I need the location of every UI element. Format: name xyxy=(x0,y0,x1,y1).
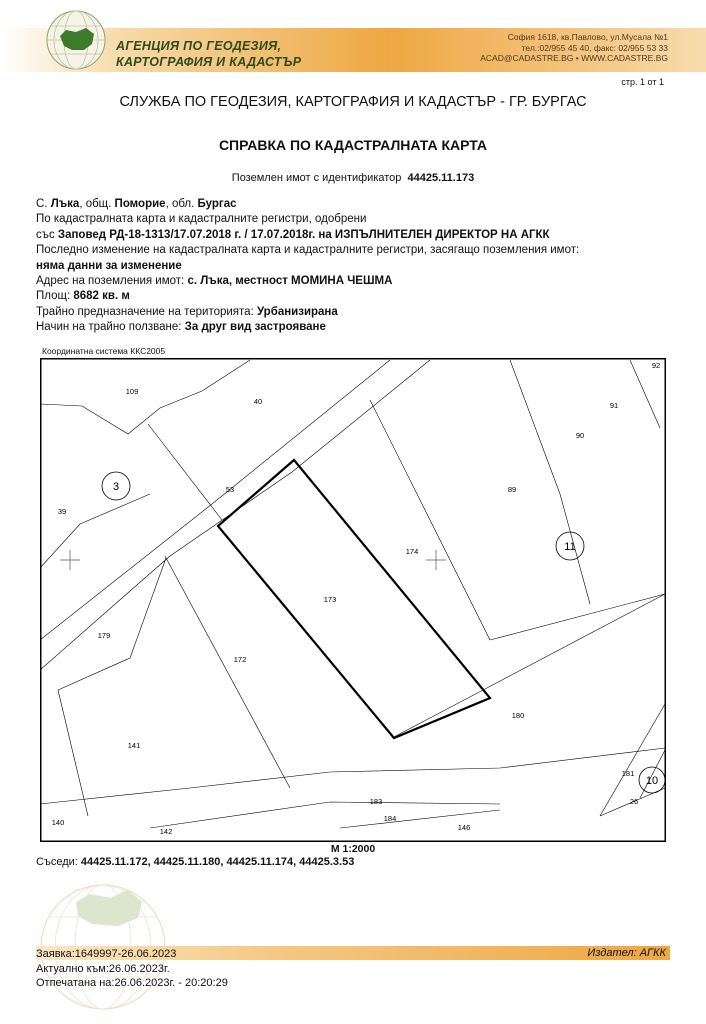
cadastral-map xyxy=(40,358,666,842)
area-label: Площ: xyxy=(36,290,71,303)
usage-label: Начин на трайно ползване: xyxy=(36,321,182,334)
current-as-of: Актуално към:26.06.2023г. xyxy=(36,962,170,975)
usage-value: За друг вид застрояване xyxy=(184,321,326,334)
order-text: Заповед РД-18-1313/17.07.2018 г. / 17.07.2018г. на ИЗПЪЛНИТЕЛЕН ДИРЕКТОР НА АГКК xyxy=(57,228,550,241)
document-title: СПРАВКА ПО КАДАСТРАЛНАТА КАРТА xyxy=(218,137,488,153)
settlement: Лъка xyxy=(50,198,80,210)
parcel-label-40: 40 xyxy=(253,397,263,406)
last-change-value: няма данни за изменение xyxy=(36,259,182,272)
settlement-prefix: С. xyxy=(36,198,48,210)
parcel-label-173: 173 xyxy=(323,595,337,604)
location-line xyxy=(36,197,579,212)
parcel-label-109: 109 xyxy=(125,387,139,396)
agency-web: ACAD@CADASTRE.BG • WWW.CADASTRE.BG xyxy=(480,53,668,63)
neighbors-line xyxy=(36,856,354,868)
area-value: 8682 кв. м xyxy=(73,290,130,303)
municipality: Поморие xyxy=(114,198,166,210)
parcel-label-26: 26 xyxy=(629,797,639,806)
parcel-label-39: 39 xyxy=(57,507,67,516)
parcel-label-181: 181 xyxy=(621,769,635,778)
region: Бургас xyxy=(197,198,237,210)
map-scale: М 1:2000 xyxy=(330,843,376,855)
parcel-label-142: 142 xyxy=(159,827,173,836)
service-title: СЛУЖБА ПО ГЕОДЕЗИЯ, КАРТОГРАФИЯ И КАДАСТЪР - ГР. БУРГАС xyxy=(119,94,587,110)
agency-phone: тел.:02/955 45 40, факс: 02/955 53 33 xyxy=(521,42,668,53)
approval-text: По кадастралната карта и кадастралните регистри, одобрени xyxy=(36,213,367,226)
agency-logo-icon xyxy=(42,8,110,72)
parcel-identifier: 44425.11.173 xyxy=(407,172,475,184)
agency-name-line1: АГЕНЦИЯ ПО ГЕОДЕЗИЯ, xyxy=(116,39,282,53)
block-label-11: 11 xyxy=(564,541,576,553)
parcel-label-89: 89 xyxy=(507,485,517,494)
request-number: Заявка:1649997-26.06.2023 xyxy=(36,948,177,960)
parcel-identifier-line xyxy=(0,172,706,184)
parcel-label-146: 146 xyxy=(457,823,471,832)
neighbors-label: Съседи: xyxy=(36,856,78,868)
agency-address: София 1618, кв.Павлово, ул.Мусала №1 xyxy=(507,32,668,42)
purpose-line xyxy=(36,305,579,320)
address-line xyxy=(36,274,579,289)
parcel-label-183: 183 xyxy=(369,797,383,806)
parcel-label-141: 141 xyxy=(127,741,141,750)
parcel-details xyxy=(36,197,579,336)
parcel-label-184: 184 xyxy=(383,814,397,823)
municipality-label: , общ. xyxy=(79,198,112,210)
printed-date: Отпечатана на:26.06.2023г. - 20:20:29 xyxy=(36,977,228,989)
parcel-label: Поземлен имот с идентификатор xyxy=(231,172,402,184)
agency-contacts xyxy=(480,32,668,64)
neighbors-value: 44425.11.172, 44425.11.180, 44425.11.174, 44425.3.53 xyxy=(80,856,355,868)
coordinate-system: Координатна система ККС2005 xyxy=(42,346,166,356)
parcel-label-92: 92 xyxy=(651,361,661,370)
purpose-label: Трайно предназначение на територията: xyxy=(36,305,254,318)
area-line xyxy=(36,289,579,304)
page-number: стр. 1 от 1 xyxy=(621,77,664,87)
address-label: Адрес на поземления имот: xyxy=(36,275,185,288)
block-label-3: 3 xyxy=(112,481,120,493)
parcel-label-179: 179 xyxy=(97,631,111,640)
purpose-value: Урбанизирана xyxy=(256,305,338,318)
order-prefix: със xyxy=(36,228,55,241)
parcel-label-140: 140 xyxy=(51,818,65,827)
footer-globe-watermark-icon xyxy=(18,872,188,1012)
footer-info xyxy=(36,947,228,991)
parcel-label-53: 53 xyxy=(225,485,235,494)
order-line xyxy=(36,228,579,243)
address-value: с. Лъка, местност МОМИНА ЧЕШМА xyxy=(187,275,393,288)
agency-name xyxy=(116,38,301,70)
parcel-label-91: 91 xyxy=(609,401,619,410)
parcel-label-174: 174 xyxy=(405,547,419,556)
region-label: , обл. xyxy=(165,198,195,210)
parcel-label-90: 90 xyxy=(575,431,585,440)
publisher: Издател: АГКК xyxy=(587,947,666,959)
last-change-label: Последно изменение на кадастралната карта и кадастралните регистри, засягащо поземления имот: xyxy=(36,244,580,257)
parcel-label-172: 172 xyxy=(233,655,247,664)
usage-line xyxy=(36,320,579,335)
agency-name-line2: КАРТОГРАФИЯ И КАДАСТЪР xyxy=(116,55,302,69)
parcel-label-180: 180 xyxy=(511,711,525,720)
block-label-10: 10 xyxy=(645,775,659,787)
